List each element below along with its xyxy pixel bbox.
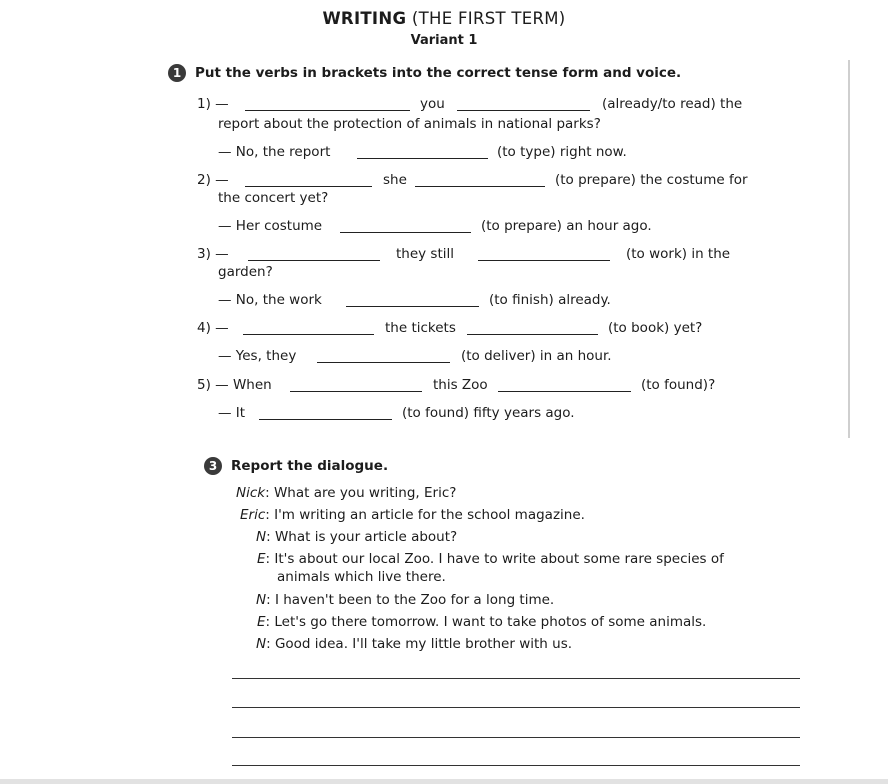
line-text: Let's go there tomorrow. I want to take photos of some animals. bbox=[274, 614, 707, 630]
page-title bbox=[0, 9, 888, 28]
dialogue-line: N: I haven't been to the Zoo for a long time. bbox=[256, 592, 555, 608]
line-text: What is your article about? bbox=[274, 529, 458, 545]
task3-instruction: Report the dialogue. bbox=[231, 458, 389, 474]
writing-line[interactable] bbox=[232, 707, 800, 708]
item2-blank-a[interactable] bbox=[245, 186, 372, 187]
item1-answer-blank[interactable] bbox=[357, 158, 488, 159]
item5-hint: (to found)? bbox=[641, 377, 716, 393]
line-text: What are you writing, Eric? bbox=[273, 485, 457, 501]
speaker-name: N bbox=[256, 636, 267, 652]
item1-continuation: report about the protection of animals in national parks? bbox=[218, 116, 601, 132]
speaker-name: E bbox=[257, 614, 266, 630]
dialogue-line-continuation: animals which live there. bbox=[277, 569, 446, 585]
item4-number: 4) — bbox=[197, 320, 229, 336]
item1-answer-prefix: — No, the report bbox=[218, 144, 331, 160]
item4-blank-a[interactable] bbox=[243, 334, 374, 335]
speaker-name: E bbox=[257, 551, 266, 567]
dialogue-line: Nick: What are you writing, Eric? bbox=[236, 485, 457, 501]
task3-number-badge: 3 bbox=[204, 457, 222, 475]
item3-word: they still bbox=[396, 246, 455, 262]
writing-line[interactable] bbox=[232, 678, 800, 679]
item2-answer-blank[interactable] bbox=[340, 232, 471, 233]
task1-number-badge: 1 bbox=[168, 64, 186, 82]
item2-number: 2) — bbox=[197, 172, 229, 188]
item1-answer-hint: (to type) right now. bbox=[497, 144, 627, 160]
dialogue-line: E: Let's go there tomorrow. I want to take photos of some animals. bbox=[257, 614, 707, 630]
item2-continuation: the concert yet? bbox=[218, 190, 329, 206]
item3-answer-prefix: — No, the work bbox=[218, 292, 322, 308]
speaker-name: Eric bbox=[240, 507, 266, 523]
item3-number: 3) — bbox=[197, 246, 229, 262]
item1-word: you bbox=[420, 96, 445, 112]
item3-answer-blank[interactable] bbox=[346, 306, 479, 307]
title-bold: WRITING bbox=[322, 9, 407, 28]
item4-blank-b[interactable] bbox=[467, 334, 598, 335]
speaker-name: N bbox=[256, 592, 267, 608]
line-text: It's about our local Zoo. I have to write about some rare species of bbox=[274, 551, 724, 567]
writing-line[interactable] bbox=[232, 737, 800, 738]
dialogue-line: Eric: I'm writing an article for the school magazine. bbox=[240, 507, 585, 523]
dialogue-line: E: It's about our local Zoo. I have to write about some rare species of bbox=[257, 551, 724, 567]
item1-blank-a[interactable] bbox=[245, 110, 410, 111]
variant-label: Variant 1 bbox=[410, 33, 478, 48]
item5-answer-blank[interactable] bbox=[259, 419, 392, 420]
line-text: I'm writing an article for the school magazine. bbox=[274, 507, 585, 523]
item3-blank-a[interactable] bbox=[248, 260, 380, 261]
item2-word: she bbox=[383, 172, 407, 188]
item4-answer-prefix: — Yes, they bbox=[218, 348, 297, 364]
item4-answer-hint: (to deliver) in an hour. bbox=[461, 348, 612, 364]
line-text: Good idea. I'll take my little brother with us. bbox=[274, 636, 573, 652]
dialogue-line: N: Good idea. I'll take my little brother with us. bbox=[256, 636, 573, 652]
item1-number: 1) — bbox=[197, 96, 229, 112]
title-rest: (THE FIRST TERM) bbox=[411, 9, 566, 28]
item4-answer-blank[interactable] bbox=[317, 362, 450, 363]
item5-blank-b[interactable] bbox=[498, 391, 631, 392]
item2-hint: (to prepare) the costume for bbox=[555, 172, 748, 188]
speaker-name: Nick bbox=[236, 485, 266, 501]
item5-answer-hint: (to found) fifty years ago. bbox=[402, 405, 575, 421]
item2-answer-hint: (to prepare) an hour ago. bbox=[481, 218, 652, 234]
item2-blank-b[interactable] bbox=[415, 186, 545, 187]
item3-hint: (to work) in the bbox=[626, 246, 731, 262]
item5-answer-prefix: — It bbox=[218, 405, 246, 421]
dialogue-line: N: What is your article about? bbox=[256, 529, 458, 545]
item1-hint: (already/to read) the bbox=[602, 96, 743, 112]
item3-blank-b[interactable] bbox=[478, 260, 610, 261]
bottom-edge-bar bbox=[0, 779, 888, 784]
item1-blank-b[interactable] bbox=[457, 110, 590, 111]
item5-number: 5) — When bbox=[197, 377, 272, 393]
item3-answer-hint: (to finish) already. bbox=[489, 292, 611, 308]
item2-answer-prefix: — Her costume bbox=[218, 218, 323, 234]
item5-blank-a[interactable] bbox=[290, 391, 422, 392]
line-text: I haven't been to the Zoo for a long time. bbox=[274, 592, 555, 608]
speaker-name: N bbox=[256, 529, 267, 545]
item4-hint: (to book) yet? bbox=[608, 320, 703, 336]
item4-word: the tickets bbox=[385, 320, 456, 336]
page-edge-line bbox=[848, 60, 850, 438]
writing-line[interactable] bbox=[232, 765, 800, 766]
item5-word: this Zoo bbox=[433, 377, 488, 393]
task1-instruction: Put the verbs in brackets into the correct tense form and voice. bbox=[195, 65, 682, 81]
item3-continuation: garden? bbox=[218, 264, 273, 280]
